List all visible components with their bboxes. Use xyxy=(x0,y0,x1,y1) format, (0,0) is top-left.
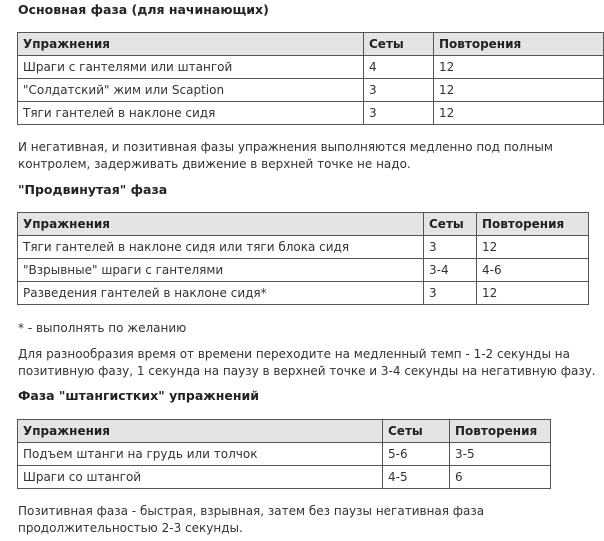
col-header-exercise: Упражнения xyxy=(18,420,383,443)
cell-reps: 12 xyxy=(477,282,589,305)
cell-exercise: Тяги гантелей в наклоне сидя или тяги блока сидя xyxy=(18,236,424,259)
cell-sets: 3 xyxy=(364,79,434,102)
exercise-table xyxy=(17,212,589,305)
cell-exercise: Шраги с гантелями или штангой xyxy=(18,56,364,79)
cell-reps: 12 xyxy=(434,79,604,102)
paragraph: Для разнообразия время от времени переходите на медленный темп - 1-2 секунды на позитивную фазу, 1 секунда на паузу в верхней точке и 3-4 секунды на негативную фазу. xyxy=(18,347,596,378)
exercise-table xyxy=(17,32,604,125)
cell-exercise: Тяги гантелей в наклоне сидя xyxy=(18,102,364,125)
col-header-sets: Сеты xyxy=(424,213,477,236)
section-title: Фаза "штангистких" упражнений xyxy=(18,388,259,403)
cell-sets: 3 xyxy=(364,102,434,125)
cell-reps: 4-6 xyxy=(477,259,589,282)
cell-sets: 4-5 xyxy=(383,466,450,489)
table-row xyxy=(18,56,604,79)
col-header-sets: Сеты xyxy=(364,33,434,56)
cell-reps: 12 xyxy=(434,56,604,79)
footnote: * - выполнять по желанию xyxy=(18,321,187,335)
cell-reps: 6 xyxy=(450,466,551,489)
cell-exercise: Разведения гантелей в наклоне сидя* xyxy=(18,282,424,305)
cell-exercise: "Взрывные" шраги с гантелями xyxy=(18,259,424,282)
cell-sets: 4 xyxy=(364,56,434,79)
table-header-row xyxy=(18,33,604,56)
col-header-reps: Повторения xyxy=(434,33,604,56)
table-row xyxy=(18,236,589,259)
table-row xyxy=(18,259,589,282)
table-header-row xyxy=(18,420,551,443)
exercise-table xyxy=(17,419,551,489)
col-header-exercise: Упражнения xyxy=(18,213,424,236)
table-row xyxy=(18,466,551,489)
cell-sets: 5-6 xyxy=(383,443,450,466)
cell-sets: 3-4 xyxy=(424,259,477,282)
cell-reps: 12 xyxy=(434,102,604,125)
col-header-reps: Повторения xyxy=(477,213,589,236)
section-title: Основная фаза (для начинающих) xyxy=(18,2,269,17)
table-header-row xyxy=(18,213,589,236)
cell-reps: 12 xyxy=(477,236,589,259)
col-header-reps: Повторения xyxy=(450,420,551,443)
cell-exercise: Подъем штанги на грудь или толчок xyxy=(18,443,383,466)
paragraph: И негативная, и позитивная фазы упражнения выполняются медленно под полным контролем, задерживать движение в верхней точке не надо. xyxy=(18,140,553,171)
col-header-sets: Сеты xyxy=(383,420,450,443)
cell-reps: 3-5 xyxy=(450,443,551,466)
table-row xyxy=(18,79,604,102)
table-row xyxy=(18,443,551,466)
paragraph: Позитивная фаза - быстрая, взрывная, затем без паузы негативная фаза продолжительностью 2-3 секунды. xyxy=(18,504,485,535)
cell-sets: 3 xyxy=(424,236,477,259)
cell-exercise: Шраги со штангой xyxy=(18,466,383,489)
table-row xyxy=(18,102,604,125)
col-header-exercise: Упражнения xyxy=(18,33,364,56)
section-title: "Продвинутая" фаза xyxy=(18,182,168,197)
cell-exercise: "Солдатский" жим или Scaption xyxy=(18,79,364,102)
table-row xyxy=(18,282,589,305)
cell-sets: 3 xyxy=(424,282,477,305)
